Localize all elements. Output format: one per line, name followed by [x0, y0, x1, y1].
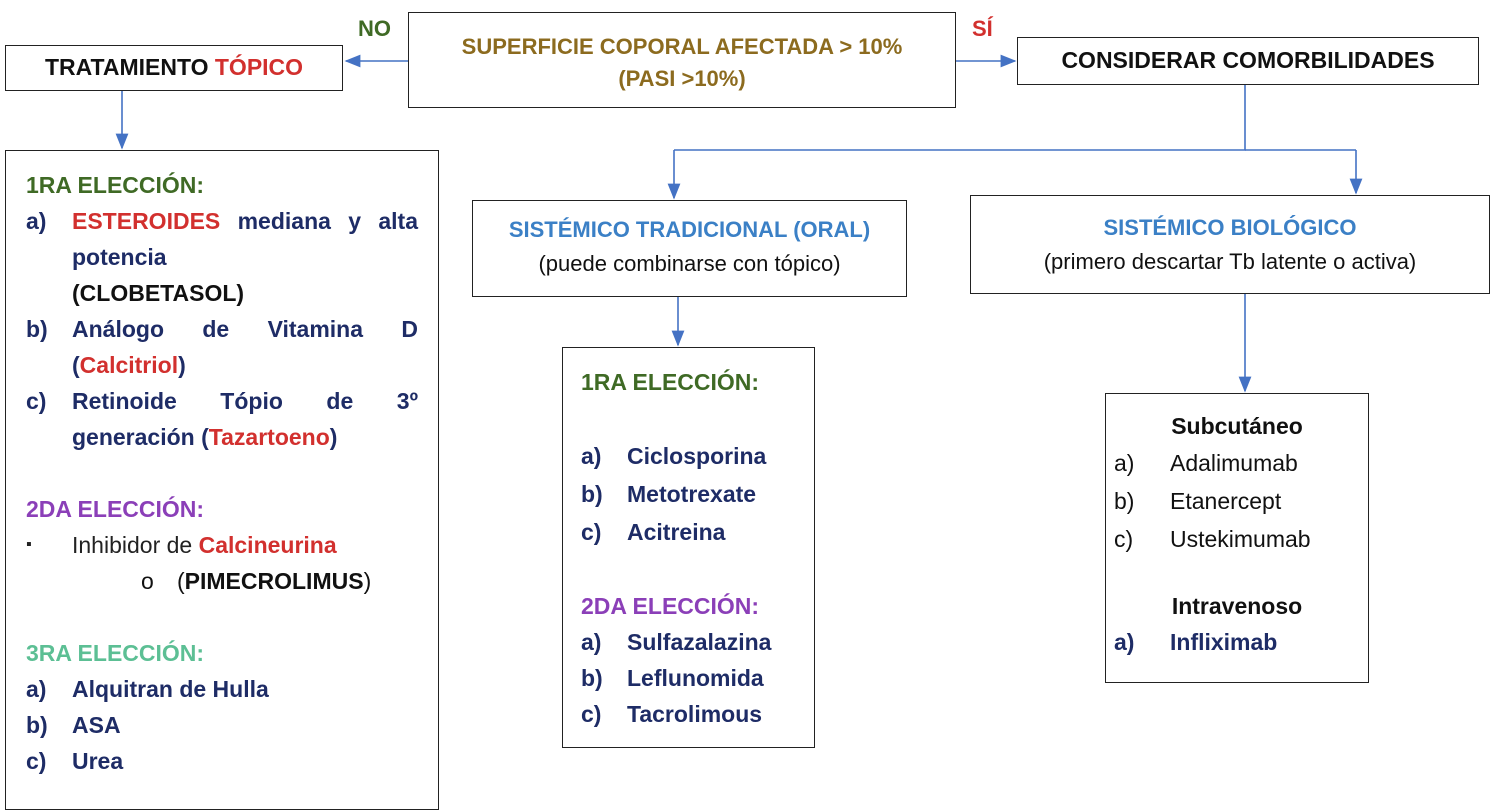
marker: a) [581, 443, 602, 469]
list-item [581, 696, 814, 732]
marker: c) [1114, 526, 1134, 552]
marker: a) [26, 208, 47, 234]
item-text: Metotrexate [627, 481, 757, 507]
marker: b) [26, 316, 48, 342]
item-text: Acitreina [627, 519, 726, 545]
list-item [26, 311, 418, 383]
list-item [26, 707, 418, 743]
list-item [581, 474, 814, 514]
traditional-box [472, 200, 907, 297]
marker: a) [1114, 629, 1135, 655]
biologic-title: SISTÉMICO BIOLÓGICO [1103, 215, 1357, 240]
decision-line1: SUPERFICIE COPORAL AFECTADA > 10% [461, 34, 903, 59]
intravenous-header: Intravenoso [1171, 593, 1303, 619]
marker: b) [581, 481, 603, 507]
traditional-first-header: 1RA ELECCIÓN: [581, 369, 760, 395]
marker: b) [581, 665, 603, 691]
circle-bullet-icon: o [141, 568, 154, 594]
no-label: NO [358, 16, 391, 41]
decision-box [408, 12, 956, 108]
item-highlight: ESTEROIDES [72, 208, 221, 234]
list-item [26, 527, 418, 563]
item-text: Adalimumab [1170, 450, 1298, 476]
item-text: Etanercept [1170, 488, 1282, 514]
marker: a) [26, 676, 47, 702]
item-text: Inhibidor de [72, 532, 199, 558]
marker: a) [581, 629, 602, 655]
subcutaneous-header: Subcutáneo [1171, 413, 1303, 439]
topical-second-header: 2DA ELECCIÓN: [26, 496, 205, 522]
marker: c) [581, 701, 602, 727]
item-drug: (CLOBETASOL) [72, 280, 245, 306]
item-text: Análogo de Vitamina D [72, 316, 418, 342]
item-text: Urea [72, 748, 124, 774]
marker: a) [1114, 450, 1135, 476]
item-text: Ustekimumab [1170, 526, 1311, 552]
topical-title-highlight: TÓPICO [214, 54, 304, 80]
list-item [26, 563, 418, 599]
item-text: Leflunomida [627, 665, 764, 691]
item-highlight: Calcineurina [198, 532, 337, 558]
biologic-subtitle: (primero descartar Tb latente o activa) [1043, 249, 1417, 274]
list-item [1114, 444, 1368, 482]
topical-title: TRATAMIENTO [44, 54, 215, 80]
list-item [581, 438, 814, 474]
topical-first-header: 1RA ELECCIÓN: [26, 172, 205, 198]
list-item [581, 660, 814, 696]
list-item [1114, 482, 1368, 520]
list-item [26, 203, 418, 311]
marker: b) [26, 712, 48, 738]
traditional-options-box [562, 347, 815, 748]
comorbidities-box: CONSIDERAR COMORBILIDADES [1017, 37, 1479, 85]
yes-label: SÍ [972, 16, 993, 41]
item-text: Infliximab [1170, 629, 1278, 655]
paren: ( [177, 568, 185, 594]
list-item [26, 743, 418, 779]
list-item [581, 624, 814, 660]
topical-third-header: 3RA ELECCIÓN: [26, 640, 205, 666]
topical-box [5, 45, 343, 91]
marker: c) [26, 748, 47, 774]
decision-line2: (PASI >10%) [618, 66, 746, 91]
list-item [1114, 624, 1368, 660]
item-highlight: Tazartoeno [208, 424, 330, 450]
item-highlight: Calcitriol [79, 352, 179, 378]
traditional-title: SISTÉMICO TRADICIONAL (ORAL) [508, 217, 871, 242]
biologic-options-box [1105, 393, 1369, 683]
marker: c) [581, 519, 602, 545]
item-text: Retinoide Tópio de 3º generación [72, 388, 418, 450]
item-text: Ciclosporina [627, 443, 767, 469]
item-text: mediana y alta potencia [72, 208, 418, 270]
paren: ( [201, 424, 209, 450]
list-item [26, 671, 418, 707]
traditional-subtitle: (puede combinarse con tópico) [538, 251, 841, 276]
item-text: Sulfazalazina [627, 629, 772, 655]
paren: ( [72, 352, 80, 378]
biologic-box [970, 195, 1490, 294]
item-text: Tacrolimous [627, 701, 763, 727]
traditional-second-header: 2DA ELECCIÓN: [581, 593, 760, 619]
item-drug: PIMECROLIMUS [184, 568, 364, 594]
topical-options-box [5, 150, 439, 810]
marker: c) [26, 388, 47, 414]
item-text: Alquitran de Hulla [72, 676, 269, 702]
bullet-icon: ▪ [26, 536, 32, 553]
list-item [1114, 520, 1368, 558]
marker: b) [1114, 488, 1135, 514]
paren: ) [363, 568, 372, 594]
item-text: ASA [72, 712, 121, 738]
paren: ) [178, 352, 186, 378]
list-item [26, 383, 418, 455]
paren: ) [329, 424, 338, 450]
list-item [581, 514, 814, 550]
